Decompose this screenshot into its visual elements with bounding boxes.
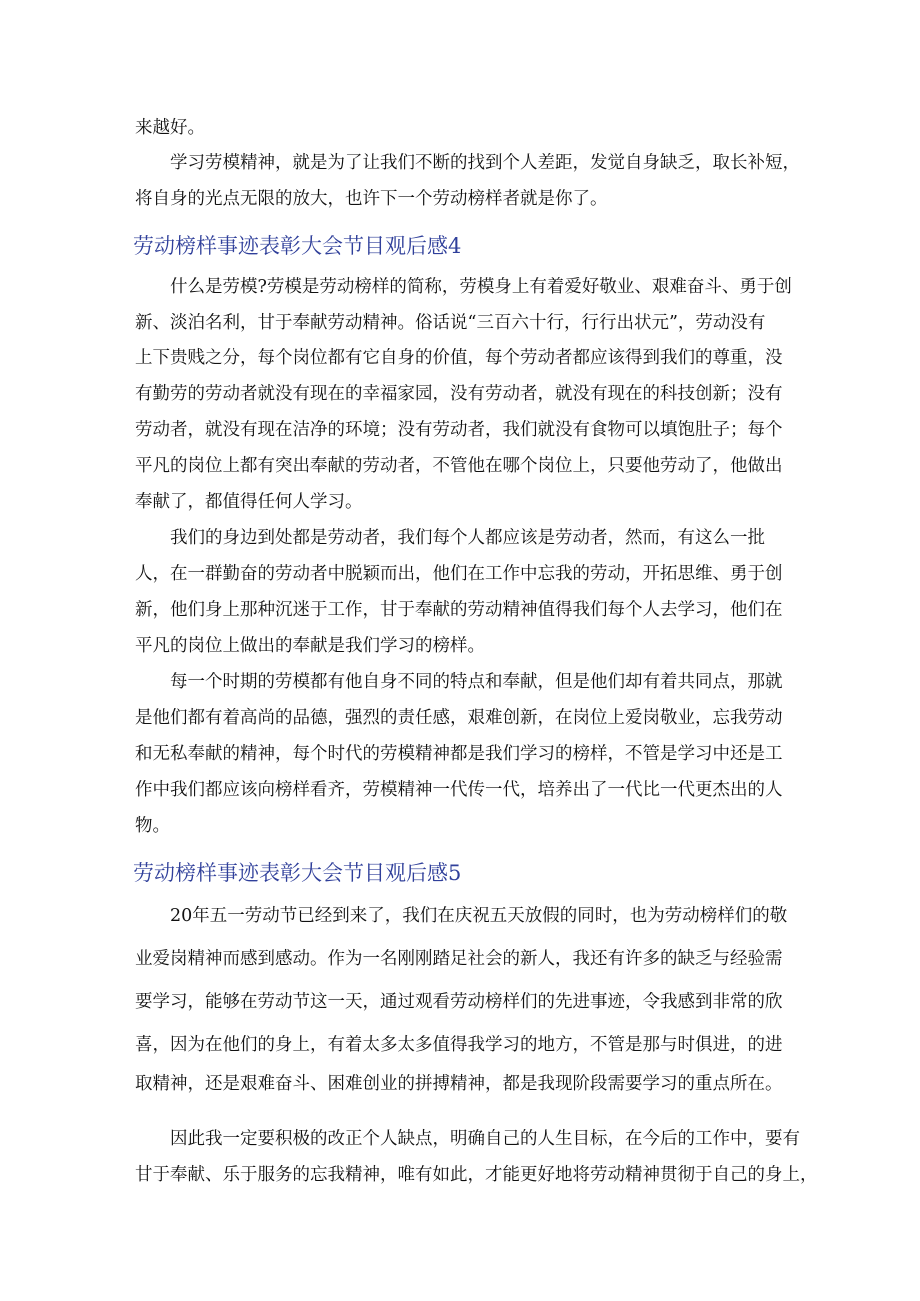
paragraph-line: 新，他们身上那种沉迷于工作，甘于奉献的劳动精神值得我们每个人去学习，他们在 xyxy=(135,600,783,620)
paragraph-line: 我们的身边到处都是劳动者，我们每个人都应该是劳动者，然而，有这么一批 xyxy=(170,528,765,548)
paragraph-line: 物。 xyxy=(135,816,170,836)
paragraph-line: 人，在一群勤奋的劳动者中脱颖而出，他们在工作中忘我的劳动，开拓思维、勇于创 xyxy=(135,564,783,584)
paragraph-line: 平凡的岗位上都有突出奉献的劳动者，不管他在哪个岗位上，只要他劳动了，他做出 xyxy=(135,456,783,476)
paragraph-line: 学习劳模精神，就是为了让我们不断的找到个人差距，发觉自身缺乏，取长补短， xyxy=(170,153,800,173)
section-heading: 劳动榜样事迹表彰大会节目观后感5 xyxy=(133,861,462,885)
paragraph-line: 平凡的岗位上做出的奉献是我们学习的榜样。 xyxy=(135,636,485,656)
paragraph-line: 取精神，还是艰难奋斗、困难创业的拼搏精神，都是我现阶段需要学习的重点所在。 xyxy=(135,1074,783,1094)
paragraph-line: 什么是劳模?劳模是劳动榜样的简称，劳模身上有着爱好敬业、艰难奋斗、勇于创 xyxy=(170,277,792,297)
paragraph-line: 来越好。 xyxy=(135,118,205,138)
paragraph-line: 要学习，能够在劳动节这一天，通过观看劳动榜样们的先进事迹，令我感到非常的欣 xyxy=(135,992,783,1012)
paragraph-line: 将自身的光点无限的放大，也许下一个劳动榜样者就是你了。 xyxy=(135,189,608,209)
paragraph-line: 劳动者，就没有现在洁净的环境；没有劳动者，我们就没有食物可以填饱肚子；每个 xyxy=(135,420,783,440)
paragraph-line: 每一个时期的劳模都有他自身不同的特点和奉献，但是他们却有着共同点，那就 xyxy=(170,672,783,692)
paragraph-line: 上下贵贱之分，每个岗位都有它自身的价值，每个劳动者都应该得到我们的尊重，没 xyxy=(135,348,783,368)
paragraph-line: 20年五一劳动节已经到来了，我们在庆祝五天放假的同时，也为劳动榜样们的敬 xyxy=(170,906,788,926)
paragraph-line: 甘于奉献、乐于服务的忘我精神，唯有如此，才能更好地将劳动精神贯彻于自己的身上， xyxy=(135,1165,818,1185)
paragraph-line: 是他们都有着高尚的品德，强烈的责任感，艰难创新，在岗位上爱岗敬业，忘我劳动 xyxy=(135,708,783,728)
paragraph-line: 喜，因为在他们的身上，有着太多太多值得我学习的地方，不管是那与时俱进，的进 xyxy=(135,1035,783,1055)
section-heading: 劳动榜样事迹表彰大会节目观后感4 xyxy=(133,234,462,258)
paragraph-line: 和无私奉献的精神，每个时代的劳模精神都是我们学习的榜样，不管是学习中还是工 xyxy=(135,744,783,764)
paragraph-line: 业爱岗精神而感到感动。作为一名刚刚踏足社会的新人，我还有许多的缺乏与经验需 xyxy=(135,949,783,969)
paragraph-line: 因此我一定要积极的改正个人缺点，明确自己的人生目标，在今后的工作中，要有 xyxy=(170,1129,800,1149)
paragraph-line: 新、淡泊名利，甘于奉献劳动精神。俗话说“三百六十行，行行出状元”，劳动没有 xyxy=(135,313,766,333)
paragraph-line: 作中我们都应该向榜样看齐，劳模精神一代传一代，培养出了一代比一代更杰出的人 xyxy=(135,780,783,800)
paragraph-line: 有勤劳的劳动者就没有现在的幸福家园，没有劳动者，就没有现在的科技创新；没有 xyxy=(135,384,783,404)
paragraph-line: 奉献了，都值得任何人学习。 xyxy=(135,492,363,512)
